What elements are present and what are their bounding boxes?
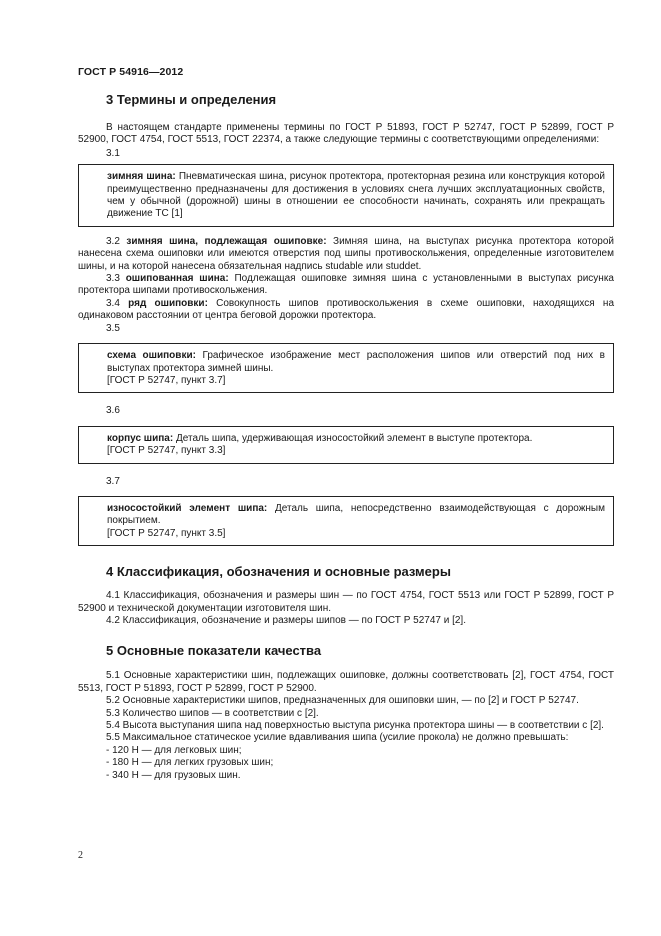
clause-5-5: 5.5 Максимальное статическое усилие вдавливания шипа (усилие прокола) не должно превышать:	[106, 732, 569, 744]
page-number: 2	[78, 850, 83, 861]
term-3-1-text	[107, 171, 605, 221]
term-3-7-definition: Деталь шипа, непосредственно взаимодействующая с дорожным покрытием.	[107, 502, 605, 527]
clause-5-3: 5.3 Количество шипов — в соответствии с [2].	[106, 707, 319, 719]
clause-4-2: 4.2 Классификация, обозначение и размеры шипов — по ГОСТ Р 52747 и [2].	[106, 614, 466, 626]
list-item: - 120 Н — для легковых шин;	[106, 744, 242, 756]
clause-4-1: 4.1 Классификация, обозначения и размеры шин — по ГОСТ 4754, ГОСТ 5513 или ГОСТ Р 52899, ГОСТ Р 52900 и технической документации изготовителя шин.	[78, 590, 614, 614]
section-3-intro: В настоящем стандарте применены термины по ГОСТ Р 51893, ГОСТ Р 52747, ГОСТ Р 52899, ГОСТ Р 52900, ГОСТ 4754, ГОСТ 5513, ГОСТ 22374, а также следующие термины с соответствующими определениями:	[78, 122, 614, 146]
term-3-3-definition: Подлежащая ошиповке зимняя шина с установленными в выступах рисунка протектора шипами противоскольжения.	[78, 273, 614, 297]
term-3-3-number: 3.3	[106, 273, 126, 285]
term-3-7-text	[107, 503, 605, 528]
term-3-7-name: износостойкий элемент шипа:	[107, 502, 268, 514]
term-3-6-definition: Деталь шипа, удерживающая износостойкий элемент в выступе протектора.	[173, 432, 533, 444]
term-3-6-name: корпус шипа:	[107, 432, 174, 444]
term-3-4-definition: Совокупность шипов противоскольжения в схеме ошиповки, находящихся на одинаковом расстоянии от центра беговой дорожки протектора.	[78, 297, 615, 322]
term-3-1-number: 3.1	[106, 147, 120, 159]
document-body	[78, 92, 614, 782]
term-3-2-name: зимняя шина, подлежащая ошиповке:	[126, 235, 327, 247]
term-3-6-text	[107, 433, 605, 445]
term-3-2-number: 3.2	[106, 235, 127, 247]
term-3-5-name: схема ошиповки:	[107, 350, 196, 362]
term-3-7-number: 3.7	[106, 475, 120, 487]
term-3-6-box	[78, 426, 614, 464]
list-item: - 340 Н — для грузовых шин.	[106, 769, 241, 781]
clause-5-4: 5.4 Высота выступания шипа над поверхностью выступа рисунка протектора шины — в соответствии с [2].	[106, 720, 604, 731]
clause-5-1: 5.1 Основные характеристики шин, подлежащих ошиповке, должны соответствовать [2], ГОСТ 4754, ГОСТ 5513, ГОСТ Р 51893, ГОСТ Р 52899, ГОСТ Р 52900.	[78, 670, 614, 694]
term-3-1-definition: Пневматическая шина, рисунок протектора, протекторная резина или конструкция которой преимущественно предназначены для достижения в условиях снега лучших эксплуатационных свойств, чем у обычной (дорожной) шины в отношении ее способности начинать, сохранять или прекращать движение ТС [1]	[107, 171, 606, 220]
term-3-3	[78, 273, 614, 298]
term-3-2	[78, 236, 614, 273]
term-3-2-definition: Зимняя шина, на выступах рисунка протектора которой нанесена схема ошиповки или имеются отверстия под шипы противоскольжения, определенные изготовителем шины, и на которой нанесена обязательная надпись studable или studdet.	[78, 235, 614, 272]
term-3-1-name: зимняя шина:	[107, 171, 176, 183]
term-3-3-name: ошипованная шина:	[125, 273, 229, 285]
term-3-4-number: 3.4	[106, 297, 129, 309]
term-3-6-number: 3.6	[106, 405, 120, 417]
term-3-5-number: 3.5	[106, 322, 120, 334]
term-3-5-definition: Графическое изображение мест расположения шипов или отверстий под них в выступах протектора зимней шины.	[107, 350, 605, 374]
section-3-heading: 3 Термины и определения	[106, 92, 277, 107]
list-item: - 180 Н — для легких грузовых шин;	[106, 757, 274, 769]
term-3-5-text	[107, 350, 605, 375]
clause-5-2: 5.2 Основные характеристики шипов, предназначенных для ошиповки шин, — по [2] и ГОСТ Р 52747.	[106, 695, 579, 707]
section-4-heading: 4 Классификация, обозначения и основные размеры	[106, 564, 451, 580]
term-3-5-box	[78, 343, 614, 393]
term-3-6-reference: [ГОСТ Р 52747, пункт 3.3]	[107, 445, 226, 457]
term-3-4	[78, 298, 614, 323]
term-3-7-box	[78, 496, 614, 546]
term-3-1-box	[78, 164, 614, 227]
term-3-5-reference: [ГОСТ Р 52747, пункт 3.7]	[107, 374, 226, 386]
section-5-heading: 5 Основные показатели качества	[106, 643, 322, 659]
term-3-7-reference: [ГОСТ Р 52747, пункт 3.5]	[107, 527, 226, 539]
term-3-4-name: ряд ошиповки:	[128, 297, 208, 309]
document-header: ГОСТ Р 54916—2012	[78, 66, 184, 78]
